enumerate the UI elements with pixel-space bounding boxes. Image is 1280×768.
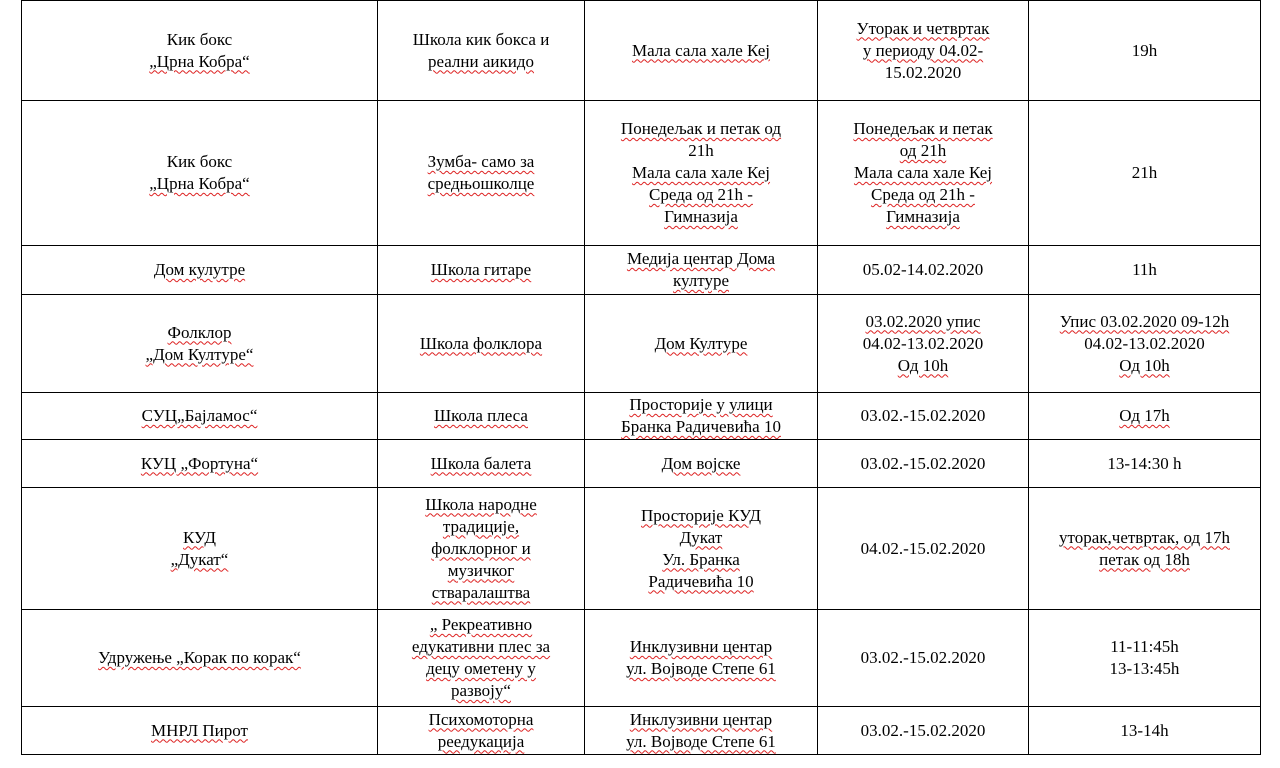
cell-time: 11h [1029, 246, 1261, 295]
cell-organizer: Кик бокс „Црна Кобра“ [22, 101, 378, 246]
cell-location: Инклузивни центар ул. Војводе Степе 61 [585, 610, 818, 707]
cell-location: Просторије КУД Дукат Ул. Бранка Радичевића 10 [585, 488, 818, 610]
table-row [22, 246, 1261, 295]
cell-organizer: Удружење „Корак по корак“ [22, 610, 378, 707]
cell-time: 11-11:45h 13-13:45h [1029, 610, 1261, 707]
table-row [22, 707, 1261, 755]
cell-program: Психомоторна реедукација [378, 707, 585, 755]
cell-date: 04.02.-15.02.2020 [818, 488, 1029, 610]
cell-location: Медија центар Дома културе [585, 246, 818, 295]
cell-program: Школа гитаре [378, 246, 585, 295]
cell-organizer: КУД „Дукат“ [22, 488, 378, 610]
cell-location: Дом Културе [585, 295, 818, 393]
table-row [22, 393, 1261, 440]
cell-organizer: СУЦ„Бајламос“ [22, 393, 378, 440]
cell-date: 03.02.2020 упис 04.02-13.02.2020 Од 10h [818, 295, 1029, 393]
cell-time: уторак,четвртак, од 17h петак од 18h [1029, 488, 1261, 610]
cell-time: Упис 03.02.2020 09-12h 04.02-13.02.2020 Од 10h [1029, 295, 1261, 393]
cell-program: Школа фолклора [378, 295, 585, 393]
schedule-body [22, 1, 1261, 755]
schedule-table [21, 0, 1261, 755]
cell-time: 21h [1029, 101, 1261, 246]
table-row [22, 488, 1261, 610]
table-row [22, 1, 1261, 101]
cell-time: 19h [1029, 1, 1261, 101]
cell-time: 13-14h [1029, 707, 1261, 755]
cell-organizer: Дом кулутре [22, 246, 378, 295]
table-row [22, 610, 1261, 707]
table-row [22, 295, 1261, 393]
cell-program: Школа плеса [378, 393, 585, 440]
cell-program: „ Рекреативно едукативни плес за децу ометену у развоју“ [378, 610, 585, 707]
cell-organizer: Кик бокс „Црна Кобра“ [22, 1, 378, 101]
cell-organizer: МНРЛ Пирот [22, 707, 378, 755]
cell-date: 03.02.-15.02.2020 [818, 707, 1029, 755]
cell-time: Од 17h [1029, 393, 1261, 440]
table-row [22, 440, 1261, 488]
cell-date: 05.02-14.02.2020 [818, 246, 1029, 295]
cell-organizer: КУЦ „Фортуна“ [22, 440, 378, 488]
cell-time: 13-14:30 h [1029, 440, 1261, 488]
cell-location: Просторије у улици Бранка Радичевића 10 [585, 393, 818, 440]
cell-date: 03.02.-15.02.2020 [818, 610, 1029, 707]
cell-date: 03.02.-15.02.2020 [818, 440, 1029, 488]
cell-date: Понедељак и петак од 21h Мала сала хале Кеј Среда од 21h - Гимназија [818, 101, 1029, 246]
cell-location: Мала сала хале Кеј [585, 1, 818, 101]
cell-location: Понедељак и петак од 21h Мала сала хале Кеј Среда од 21h - Гимназија [585, 101, 818, 246]
cell-organizer: Фолклор „Дом Културе“ [22, 295, 378, 393]
cell-location: Инклузивни центар ул. Војводе Степе 61 [585, 707, 818, 755]
table-row [22, 101, 1261, 246]
cell-program: Школа балета [378, 440, 585, 488]
cell-date: Уторак и четвртак у периоду 04.02- 15.02.2020 [818, 1, 1029, 101]
cell-location: Дом војске [585, 440, 818, 488]
cell-date: 03.02.-15.02.2020 [818, 393, 1029, 440]
cell-program: Зумба- само за средњошколце [378, 101, 585, 246]
cell-program: Школа кик бокса и реални аикидо [378, 1, 585, 101]
cell-program: Школа народне традиције, фолклорног и музичког стваралаштва [378, 488, 585, 610]
